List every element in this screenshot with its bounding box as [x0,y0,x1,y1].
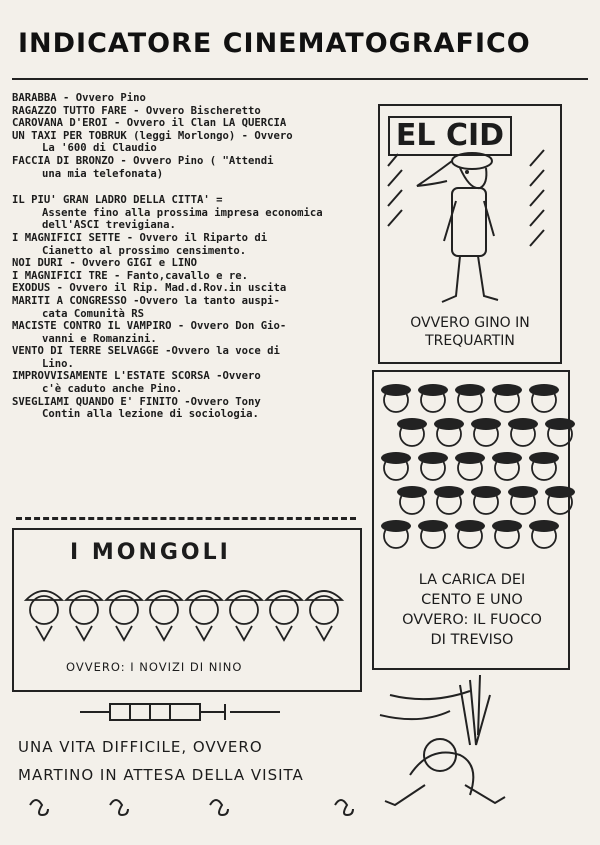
mongoli-title: I MONGOLI [70,540,231,565]
elcid-title: EL CID [388,116,512,156]
crowd-hat [529,452,559,464]
elcid-figure-illustration [380,106,560,312]
mongoli-scarf [116,626,132,640]
film-listing-line: I MAGNIFICI SETTE - Ovvero il Riparto di [12,231,268,244]
film-listing-continuation: vanni e Romanzini. [42,332,157,345]
film-listing [12,282,382,295]
vita-caption-line-2: MARTINO IN ATTESA DELLA VISITA [18,766,304,784]
film-listing [12,270,382,283]
film-listing [12,295,382,320]
mongoli-caption: OVVERO: I NOVIZI DI NINO [66,660,243,674]
mongoli-scarf [236,626,252,640]
crowd-illustration [374,372,568,562]
listing-spacer [12,180,382,194]
carica-caption-line-3: OVVERO: IL FUOCO [402,612,542,628]
film-listing [12,370,382,395]
crowd-hat [381,384,411,396]
film-listing-line: SVEGLIAMI QUANDO E' FINITO -Ovvero Tony [12,395,261,408]
crowd-hat [434,486,464,498]
crowd-hat [455,520,485,532]
film-listing-line: MARITI A CONGRESSO -Ovvero la tanto auspi- [12,294,280,307]
film-listing-continuation: c'è caduto anche Pino. [42,383,183,396]
title-underline [12,78,588,80]
film-listing [12,117,382,130]
page-title: INDICATORE CINEMATOGRAFICO [18,28,531,59]
film-listing [12,130,382,155]
film-listing-line: I MAGNIFICI TRE - Fanto,cavallo e re. [12,269,248,282]
mongoli-heads-illustration [14,570,360,660]
mongoli-scarf [276,626,292,640]
film-listing-continuation: Contin alla lezione di sociologia. [42,408,259,421]
crowd-hat [418,520,448,532]
crowd-hat [545,486,575,498]
elcid-caption [380,314,560,350]
film-listing-continuation: La '600 di Claudio [42,142,157,155]
crowd-hat [508,418,538,430]
carica-caption [380,570,564,650]
vita-difficile-caption [18,733,358,789]
mongoli-scarf [76,626,92,640]
mongoli-cartoon-panel [12,528,362,692]
crowd-hat [471,418,501,430]
film-listing [12,155,382,180]
crowd-hat [545,418,575,430]
film-listing-continuation: Lino. [42,357,74,370]
film-listing-line: BARABBA - Ovvero Pino [12,92,146,104]
crowd-hat [397,418,427,430]
film-listing-line: MACISTE CONTRO IL VAMPIRO - Ovvero Don Gio- [12,320,287,333]
film-listing-continuation: Assente fino alla prossima impresa economica dell'ASCI trevigiana. [42,206,323,232]
carica-caption-line-1: LA CARICA DEI [418,572,526,588]
film-listing-line: FACCIA DI BRONZO - Ovvero Pino ( "Attendi [12,154,274,167]
crowd-hat [508,486,538,498]
film-listing [12,194,382,232]
film-listing [12,396,382,421]
film-listing [12,320,382,345]
syringe-illustration [80,700,280,724]
crowd-hat [418,452,448,464]
film-listing [12,257,382,270]
elcid-cartoon-panel [378,104,562,364]
mongoli-scarf [316,626,332,640]
crowd-hat [381,452,411,464]
film-listing-line: CAROVANA D'EROI - Ovvero il Clan LA QUERCIA [12,117,287,130]
film-listing-continuation: una mia telefonata) [42,167,164,180]
film-listing-line: NOI DURI - Ovvero GIGI e LINO [12,257,197,270]
crowd-hat [397,486,427,498]
crowd-hat [492,520,522,532]
film-listing-continuation: Cianetto al prossimo censimento. [42,244,247,257]
mongoli-scarf [156,626,172,640]
crowd-hat [529,384,559,396]
film-listing-line: VENTO DI TERRE SELVAGGE -Ovvero la voce di [12,345,280,358]
mongoli-scarf [196,626,212,640]
film-listing-line: UN TAXI PER TOBRUK (leggi Morlongo) - Ovvero [12,129,293,142]
crowd-hat [529,520,559,532]
vita-caption-line-1: UNA VITA DIFFICILE, OVVERO [18,738,263,756]
running-figure-illustration [370,675,550,820]
mongoli-scarf [36,626,52,640]
crowd-hat [455,452,485,464]
film-listing-line: EXODUS - Ovvero il Rip. Mad.d.Rov.in uscita [12,282,287,295]
carica-caption-line-2: CENTO E UNO [421,592,523,608]
film-listings [12,92,382,421]
scribble-decorations [25,790,365,820]
elcid-caption-line-2: TREQUARTIN [425,333,515,349]
carica-caption-line-4: DI TREVISO [430,632,514,648]
dashed-divider [16,517,356,520]
film-listing [12,105,382,118]
crowd-hat [471,486,501,498]
crowd-hat [492,384,522,396]
film-listing-line: RAGAZZO TUTTO FARE - Ovvero Bischeretto [12,104,261,117]
carica-cartoon-panel [372,370,570,670]
film-listing-line: IMPROVVISAMENTE L'ESTATE SCORSA -Ovvero [12,370,261,383]
crowd-hat [381,520,411,532]
crowd-hat [492,452,522,464]
crowd-hat [418,384,448,396]
film-listing-continuation: cata Comunità RS [42,307,145,320]
crowd-hat [455,384,485,396]
elcid-caption-line-1: OVVERO GINO IN [410,315,530,331]
film-listing [12,345,382,370]
film-listing [12,232,382,257]
crowd-hat [434,418,464,430]
film-listing-line: IL PIU' GRAN LADRO DELLA CITTA' = [12,194,223,207]
film-listing [12,92,382,105]
